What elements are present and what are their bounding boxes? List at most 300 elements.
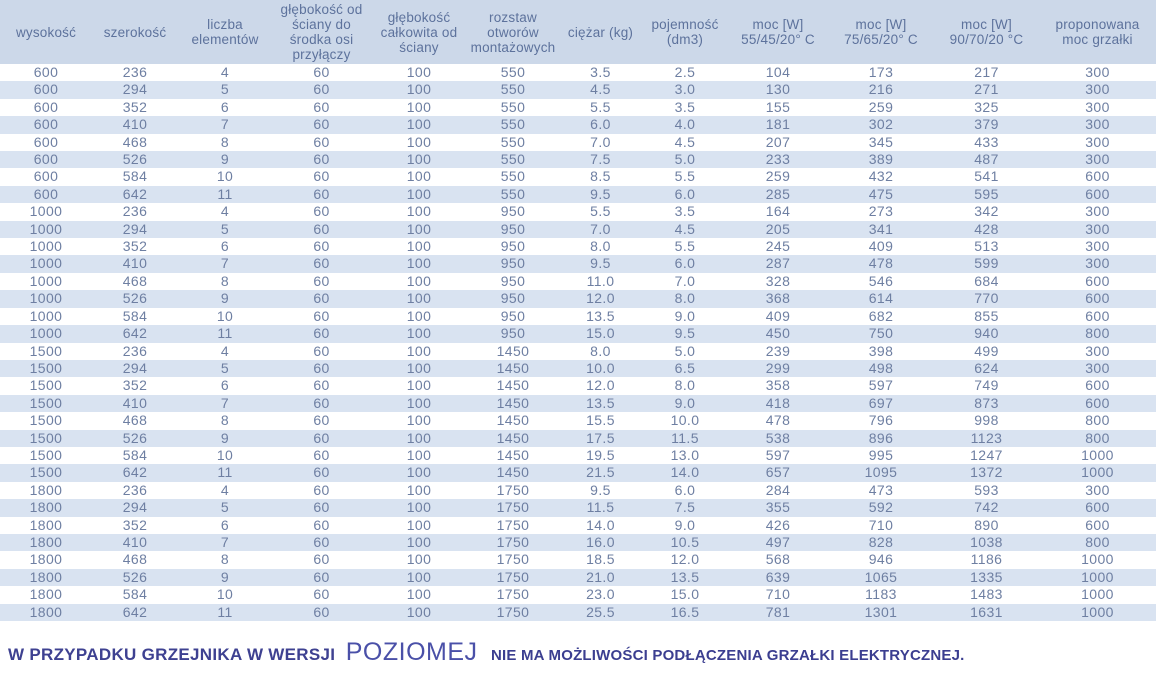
cell: 236	[122, 342, 148, 359]
cell: 6.0	[674, 481, 696, 498]
cell: 800	[1039, 534, 1156, 551]
cell: 426	[765, 516, 791, 533]
cell: 550	[467, 186, 559, 203]
cell: 7	[178, 534, 272, 551]
cell: 236	[122, 64, 148, 80]
column-header-glebokosc-przylaczy: głębokość od ściany do środka osi przyłączy	[272, 0, 371, 64]
cell: 538	[728, 430, 828, 447]
cell: 526	[92, 290, 178, 307]
cell: 60	[272, 221, 371, 238]
cell: 600	[1039, 395, 1156, 412]
cell: 3.5	[674, 203, 696, 220]
table-row	[0, 273, 1156, 290]
cell: 526	[92, 151, 178, 168]
cell: 550	[500, 64, 526, 80]
footer-text-suffix: NIE MA MOŻLIWOŚCI PODŁĄCZENIA GRZAŁKI ELEKTRYCZNEJ.	[491, 647, 965, 664]
cell: 300	[1039, 221, 1156, 238]
cell: 600	[1039, 499, 1156, 516]
cell: 4	[220, 481, 230, 498]
cell: 60	[272, 430, 371, 447]
cell: 10	[216, 446, 234, 463]
cell: 100	[406, 377, 432, 394]
cell: 236	[122, 481, 148, 498]
cell: 300	[1085, 238, 1110, 255]
cell: 100	[406, 272, 432, 289]
cell: 60	[313, 64, 330, 80]
footer-highlight-poziomej: POZIOMEJ	[345, 638, 478, 666]
cell: 614	[828, 290, 934, 307]
cell: 1000	[1081, 446, 1114, 463]
cell: 550	[500, 98, 526, 115]
cell: 890	[974, 516, 999, 533]
cell: 584	[122, 446, 148, 463]
cell: 855	[974, 307, 999, 324]
cell: 16.5	[642, 604, 728, 621]
cell: 657	[728, 464, 828, 481]
cell: 1000	[0, 290, 92, 307]
cell: 3.0	[642, 81, 728, 98]
table-row	[0, 430, 1156, 447]
cell: 599	[934, 255, 1039, 272]
cell: 100	[406, 168, 432, 185]
cell: 1450	[467, 464, 559, 481]
cell: 1450	[496, 446, 530, 463]
cell: 294	[92, 81, 178, 98]
cell: 600	[1085, 307, 1110, 324]
cell: 100	[406, 446, 432, 463]
cell: 1500	[29, 412, 63, 429]
cell: 550	[467, 116, 559, 133]
cell: 300	[1085, 133, 1110, 150]
cell: 10.5	[642, 534, 728, 551]
cell: 300	[1085, 203, 1110, 220]
cell: 749	[974, 377, 999, 394]
cell: 352	[122, 377, 148, 394]
cell: 11	[178, 325, 272, 342]
column-header-glebokosc-calkowita: głębokość całkowita od ściany	[371, 0, 467, 64]
cell: 60	[313, 168, 330, 185]
cell: 60	[313, 412, 330, 429]
cell: 25.5	[559, 604, 642, 621]
cell: 13.0	[670, 446, 700, 463]
cell: 593	[974, 481, 999, 498]
cell: 1500	[0, 430, 92, 447]
cell: 4.5	[674, 133, 696, 150]
cell: 600	[0, 81, 92, 98]
cell: 7.5	[642, 499, 728, 516]
cell: 597	[765, 446, 791, 463]
cell: 468	[122, 133, 148, 150]
cell: 5.5	[674, 168, 696, 185]
table-row	[0, 343, 1156, 360]
cell: 294	[92, 499, 178, 516]
cell: 950	[500, 272, 526, 289]
cell: 60	[313, 203, 330, 220]
cell: 60	[313, 481, 330, 498]
cell: 300	[1039, 116, 1156, 133]
cell: 6	[220, 238, 230, 255]
cell: 1800	[0, 569, 92, 586]
cell: 940	[934, 325, 1039, 342]
cell: 1500	[29, 446, 63, 463]
table-row	[0, 238, 1156, 255]
cell: 950	[500, 238, 526, 255]
cell: 342	[974, 203, 999, 220]
cell: 100	[406, 203, 432, 220]
cell: 18.5	[586, 551, 615, 568]
cell: 60	[272, 255, 371, 272]
cell: 12.0	[670, 551, 700, 568]
cell: 6	[220, 377, 230, 394]
cell: 684	[974, 272, 999, 289]
cell: 600	[1039, 186, 1156, 203]
cell: 398	[868, 342, 894, 359]
cell: 271	[934, 81, 1039, 98]
cell: 60	[272, 534, 371, 551]
cell: 639	[728, 569, 828, 586]
cell: 104	[765, 64, 791, 80]
cell: 130	[728, 81, 828, 98]
cell: 10	[216, 586, 234, 603]
cell: 7	[178, 255, 272, 272]
cell: 1800	[0, 604, 92, 621]
table-row	[0, 186, 1156, 203]
cell: 1500	[0, 464, 92, 481]
cell: 697	[828, 395, 934, 412]
column-header-liczba-elementow: liczba elementów	[178, 0, 272, 64]
cell: 5.5	[590, 98, 611, 115]
cell: 60	[313, 98, 330, 115]
table-row	[0, 604, 1156, 621]
cell: 100	[371, 604, 467, 621]
cell: 600	[33, 98, 59, 115]
cell: 60	[272, 116, 371, 133]
cell: 950	[467, 255, 559, 272]
cell: 15.0	[670, 586, 700, 603]
cell: 410	[92, 534, 178, 551]
cell: 1000	[1081, 586, 1114, 603]
cell: 5	[178, 81, 272, 98]
cell: 60	[272, 151, 371, 168]
cell: 473	[868, 481, 894, 498]
column-header-rozstaw-otworow: rozstaw otworów montażowych	[467, 0, 559, 64]
cell: 8.5	[590, 168, 611, 185]
cell: 300	[1085, 342, 1110, 359]
cell: 1000	[29, 272, 63, 289]
cell: 60	[313, 272, 330, 289]
cell: 100	[371, 186, 467, 203]
cell: 4	[220, 203, 230, 220]
cell: 325	[974, 98, 999, 115]
table-row	[0, 290, 1156, 307]
cell: 300	[1039, 151, 1156, 168]
cell: 60	[272, 604, 371, 621]
cell: 294	[92, 221, 178, 238]
cell: 9	[178, 290, 272, 307]
cell: 100	[406, 133, 432, 150]
cell: 6	[220, 98, 230, 115]
cell: 1000	[0, 221, 92, 238]
table-row	[0, 534, 1156, 551]
cell: 526	[92, 430, 178, 447]
cell: 1750	[496, 516, 530, 533]
cell: 1750	[496, 481, 530, 498]
cell: 164	[765, 203, 791, 220]
cell: 428	[934, 221, 1039, 238]
cell: 1450	[496, 377, 530, 394]
table-header-row	[0, 0, 1156, 64]
cell: 468	[122, 272, 148, 289]
cell: 10	[216, 307, 234, 324]
cell: 100	[371, 325, 467, 342]
cell: 995	[868, 446, 894, 463]
cell: 478	[765, 412, 791, 429]
cell: 8.0	[590, 342, 611, 359]
cell: 300	[1039, 255, 1156, 272]
cell: 233	[728, 151, 828, 168]
cell: 352	[122, 98, 148, 115]
cell: 950	[467, 325, 559, 342]
cell: 1750	[496, 551, 530, 568]
table-row	[0, 255, 1156, 272]
cell: 259	[868, 98, 894, 115]
cell: 60	[272, 395, 371, 412]
cell: 358	[765, 377, 791, 394]
column-header-wysokosc: wysokość	[0, 0, 92, 64]
cell: 950	[467, 221, 559, 238]
cell: 173	[868, 64, 894, 80]
cell: 1500	[0, 360, 92, 377]
cell: 60	[313, 551, 330, 568]
cell: 21.0	[559, 569, 642, 586]
column-header-szerokosc: szerokość	[92, 0, 178, 64]
cell: 873	[934, 395, 1039, 412]
cell: 1095	[828, 464, 934, 481]
cell: 1800	[29, 551, 63, 568]
cell: 1000	[1039, 569, 1156, 586]
cell: 828	[828, 534, 934, 551]
cell: 5.5	[590, 203, 611, 220]
table-row	[0, 99, 1156, 116]
cell: 1065	[828, 569, 934, 586]
cell: 5.0	[674, 342, 696, 359]
cell: 352	[122, 238, 148, 255]
cell: 11	[178, 186, 272, 203]
table-row	[0, 134, 1156, 151]
cell: 1000	[1081, 551, 1114, 568]
cell: 1800	[29, 481, 63, 498]
cell: 597	[868, 377, 894, 394]
table-row	[0, 517, 1156, 534]
cell: 23.0	[586, 586, 615, 603]
cell: 100	[371, 395, 467, 412]
cell: 8	[220, 551, 230, 568]
cell: 568	[765, 551, 791, 568]
table-row	[0, 221, 1156, 238]
cell: 6.5	[642, 360, 728, 377]
cell: 1750	[467, 499, 559, 516]
cell: 487	[934, 151, 1039, 168]
cell: 1450	[467, 360, 559, 377]
cell: 100	[371, 255, 467, 272]
table-row	[0, 325, 1156, 342]
table-row	[0, 203, 1156, 220]
cell: 60	[313, 133, 330, 150]
cell: 418	[728, 395, 828, 412]
cell: 389	[828, 151, 934, 168]
cell: 9	[178, 430, 272, 447]
cell: 796	[868, 412, 894, 429]
cell: 11.5	[642, 430, 728, 447]
cell: 285	[728, 186, 828, 203]
cell: 205	[728, 221, 828, 238]
cell: 526	[92, 569, 178, 586]
cell: 100	[371, 116, 467, 133]
cell: 546	[868, 272, 894, 289]
cell: 9.5	[559, 186, 642, 203]
cell: 245	[765, 238, 791, 255]
cell: 11.0	[586, 272, 615, 289]
cell: 1483	[970, 586, 1003, 603]
column-header-moc-grzalki: proponowana moc grzałki	[1039, 0, 1156, 64]
cell: 1000	[1039, 464, 1156, 481]
cell: 1800	[29, 586, 63, 603]
cell: 100	[371, 430, 467, 447]
cell: 1450	[496, 342, 530, 359]
cell: 300	[1085, 64, 1110, 80]
cell: 600	[0, 116, 92, 133]
cell: 475	[828, 186, 934, 203]
cell: 1750	[467, 534, 559, 551]
cell: 600	[33, 64, 59, 80]
cell: 300	[1039, 360, 1156, 377]
table-row	[0, 377, 1156, 394]
cell: 541	[974, 168, 999, 185]
cell: 60	[313, 377, 330, 394]
cell: 60	[272, 499, 371, 516]
footer-note	[8, 638, 1148, 667]
cell: 1000	[29, 307, 63, 324]
cell: 642	[92, 325, 178, 342]
cell: 600	[1039, 290, 1156, 307]
cell: 60	[313, 238, 330, 255]
cell: 750	[828, 325, 934, 342]
cell: 5	[178, 499, 272, 516]
cell: 478	[828, 255, 934, 272]
cell: 550	[500, 133, 526, 150]
cell: 328	[765, 272, 791, 289]
cell: 60	[313, 586, 330, 603]
cell: 550	[500, 168, 526, 185]
cell: 9.5	[642, 325, 728, 342]
cell: 17.5	[559, 430, 642, 447]
cell: 595	[934, 186, 1039, 203]
cell: 409	[765, 307, 791, 324]
cell: 409	[868, 238, 894, 255]
cell: 550	[467, 81, 559, 98]
table-row	[0, 569, 1156, 586]
cell: 550	[467, 151, 559, 168]
cell: 450	[728, 325, 828, 342]
cell: 100	[406, 307, 432, 324]
cell: 100	[406, 342, 432, 359]
cell: 9	[178, 569, 272, 586]
cell: 14.0	[586, 516, 615, 533]
cell: 1301	[828, 604, 934, 621]
column-header-moc-75: moc [W] 75/65/20° C	[828, 0, 934, 64]
cell: 1450	[467, 430, 559, 447]
cell: 217	[974, 64, 999, 80]
cell: 946	[868, 551, 894, 568]
cell: 1186	[970, 551, 1003, 568]
cell: 4.5	[559, 81, 642, 98]
cell: 3.5	[590, 64, 611, 80]
cell: 998	[974, 412, 999, 429]
cell: 207	[765, 133, 791, 150]
cell: 584	[122, 586, 148, 603]
footer-text-prefix: W PRZYPADKU GRZEJNIKA W WERSJI	[8, 645, 336, 664]
cell: 8.0	[674, 377, 696, 394]
cell: 6.0	[642, 186, 728, 203]
cell: 4	[220, 64, 230, 80]
cell: 4	[220, 342, 230, 359]
table-row	[0, 395, 1156, 412]
cell: 287	[728, 255, 828, 272]
cell: 642	[92, 604, 178, 621]
cell: 7.0	[674, 272, 696, 289]
cell: 355	[728, 499, 828, 516]
cell: 181	[728, 116, 828, 133]
cell: 13.5	[559, 395, 642, 412]
cell: 642	[92, 464, 178, 481]
table-row	[0, 412, 1156, 429]
cell: 6	[220, 516, 230, 533]
cell: 60	[272, 290, 371, 307]
cell: 1500	[29, 342, 63, 359]
cell: 6.0	[642, 255, 728, 272]
cell: 1000	[29, 203, 63, 220]
cell: 13.5	[586, 307, 615, 324]
cell: 8	[220, 412, 230, 429]
cell: 294	[92, 360, 178, 377]
cell: 60	[272, 464, 371, 481]
cell: 14.0	[642, 464, 728, 481]
cell: 499	[974, 342, 999, 359]
cell: 592	[828, 499, 934, 516]
cell: 1450	[496, 412, 530, 429]
cell: 60	[313, 516, 330, 533]
cell: 10.0	[670, 412, 700, 429]
cell: 1183	[865, 586, 897, 603]
cell: 12.0	[559, 290, 642, 307]
cell: 1631	[934, 604, 1039, 621]
cell: 100	[406, 516, 432, 533]
cell: 1500	[29, 377, 63, 394]
cell: 1000	[1039, 604, 1156, 621]
cell: 60	[272, 569, 371, 586]
cell: 10.0	[559, 360, 642, 377]
cell: 9.0	[674, 516, 696, 533]
cell: 216	[828, 81, 934, 98]
cell: 8	[220, 272, 230, 289]
cell: 13.5	[642, 569, 728, 586]
cell: 1372	[934, 464, 1039, 481]
cell: 1800	[0, 534, 92, 551]
cell: 9.0	[674, 307, 696, 324]
cell: 21.5	[559, 464, 642, 481]
cell: 341	[828, 221, 934, 238]
table-row	[0, 464, 1156, 481]
